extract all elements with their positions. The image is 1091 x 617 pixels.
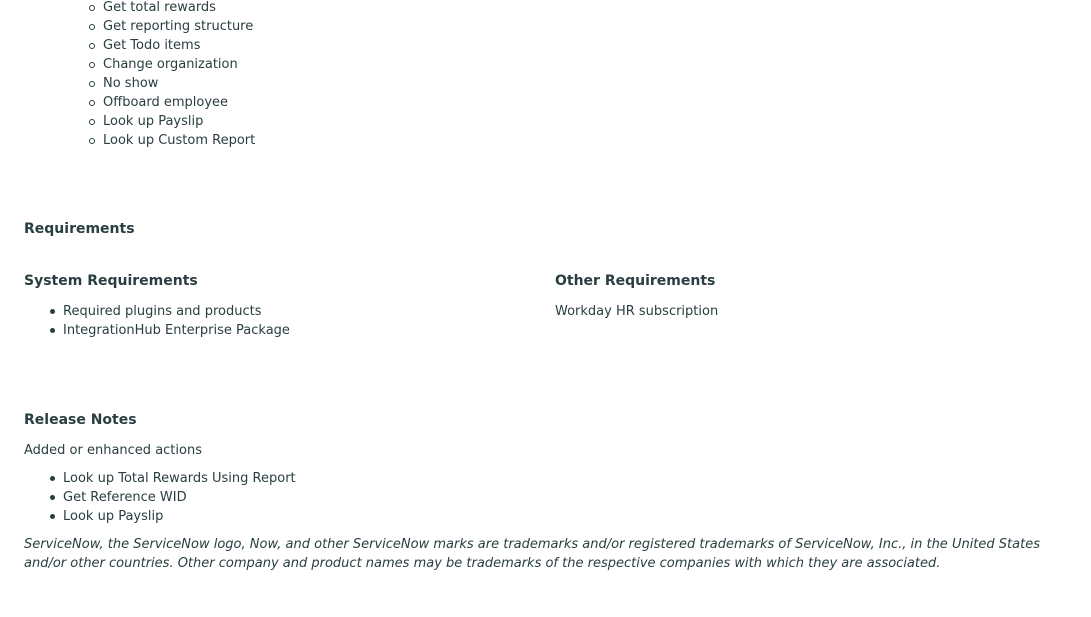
list-item: Look up Total Rewards Using Report xyxy=(63,471,296,486)
release-notes-list xyxy=(63,469,296,526)
list-item: IntegrationHub Enterprise Package xyxy=(63,323,290,338)
list-item: Get Todo items xyxy=(103,36,255,55)
other-requirements-text: Workday HR subscription xyxy=(555,304,719,319)
trademark-notice: ServiceNow, the ServiceNow logo, Now, and other ServiceNow marks are trademarks and/or registered trademarks of ServiceNow, Inc., in the United States and/or other countries. Other company and product names may be trademarks of the respective companies with which they are associated. xyxy=(24,537,1040,571)
list-item: No show xyxy=(103,74,255,93)
release-notes-intro: Added or enhanced actions xyxy=(24,443,202,458)
requirements-heading: Requirements xyxy=(24,221,135,237)
list-item: Get reporting structure xyxy=(103,19,254,34)
list-item: Look up Custom Report xyxy=(103,133,256,148)
list-item: Look up Payslip xyxy=(63,507,296,526)
list-item: Required plugins and products xyxy=(63,302,290,321)
list-item: Get Reference WID xyxy=(63,488,296,507)
release-notes-heading: Release Notes xyxy=(24,412,137,428)
list-item: Look up Payslip xyxy=(103,112,255,131)
supported-actions-list xyxy=(103,0,255,150)
list-item: Offboard employee xyxy=(103,93,255,112)
system-requirements-heading: System Requirements xyxy=(24,273,198,289)
list-item: Change organization xyxy=(103,55,255,74)
system-requirements-list xyxy=(63,302,290,340)
other-requirements-heading: Other Requirements xyxy=(555,273,716,289)
list-item: Get total rewards xyxy=(103,0,255,17)
